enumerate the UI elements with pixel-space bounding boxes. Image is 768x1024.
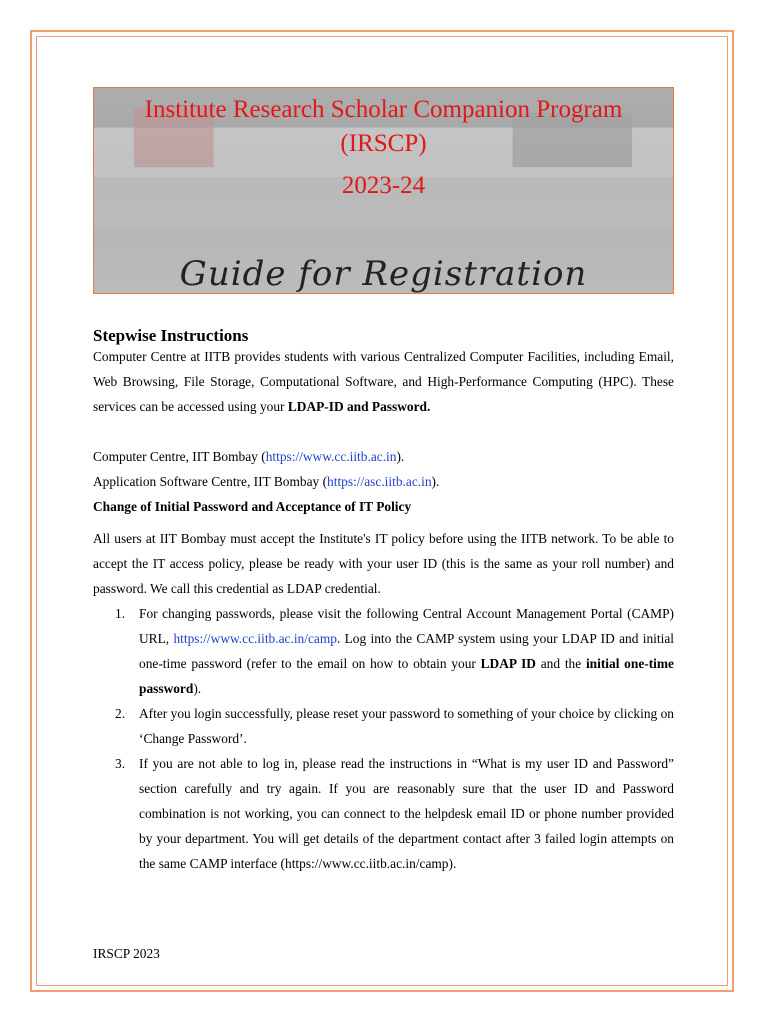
step-text: After you login successfully, please reset your password to something of your choice by clicking on ‘Change Password’. [139,706,674,746]
step-text: and the [535,656,586,671]
banner-title-line2: (IRSCP) [340,130,427,157]
step-text: If you are not able to log in, please read the instructions in “What is my user ID and Password” section carefully and try again. If you are reasonably sure that the user ID and Password combination is not working, you can connect to the helpdesk email ID or phone number provided by your department. You will get details of the department contact after 3 failed login attempts on the same CAMP interface (https://www.cc.iitb.ac.in/camp). [139,756,674,871]
step-text: . Log into the CAMP system using your LDAP ID and initial one-time password (refer to the email on how to obtain your [139,631,674,671]
step-bold: LDAP ID [480,656,536,671]
title-banner [93,87,674,294]
cc-line [93,444,404,469]
subheading: Change of Initial Password and Acceptance of IT Policy [93,499,412,514]
banner-title-line1: Institute Research Scholar Companion Program [144,96,623,123]
step-number: 3. [115,756,126,771]
step-number: 2. [115,706,126,721]
banner-subtitle: Guide for Registration [179,254,588,294]
section-title: Stepwise Instructions [93,326,249,345]
step-item-1 [93,601,674,701]
banner-year: 2023-24 [341,172,426,199]
cc-prefix: Computer Centre, IIT Bombay ( [93,449,266,464]
asc-suffix: ). [431,474,440,489]
steps-list [93,601,674,876]
cc-suffix: ). [396,449,405,464]
step-item-3 [93,751,674,876]
step-text: For changing passwords, please visit the following Central Account Management Portal (CAMP) URL, [139,606,674,646]
page-footer: IRSCP 2023 [93,946,160,961]
cc-link[interactable]: https://www.cc.iitb.ac.in [265,449,397,464]
camp-link[interactable]: https://www.cc.iitb.ac.in/camp [173,631,337,646]
policy-paragraph: All users at IIT Bombay must accept the Institute's IT policy before using the IITB network. To be able to accept the IT access policy, please be ready with your user ID (this is the same as your roll number) and password. We call this credential as LDAP credential. [93,531,674,596]
step-item-2 [93,701,674,751]
step-number: 1. [115,606,126,621]
step-text: ). [193,681,202,696]
intro-bold: LDAP-ID and Password. [287,399,431,414]
asc-prefix: Application Software Centre, IIT Bombay ( [93,474,328,489]
intro-paragraph [93,344,674,419]
asc-link[interactable]: https://asc.iitb.ac.in [327,474,432,489]
intro-text: Computer Centre at IITB provides students with various Centralized Computer Facilities, including Email, Web Browsing, File Storage, Computational Software, and High-Performance Computing (HPC). These services can be accessed using your [93,349,674,414]
step-bold: initial one-time password [139,656,674,696]
asc-line [93,469,439,494]
